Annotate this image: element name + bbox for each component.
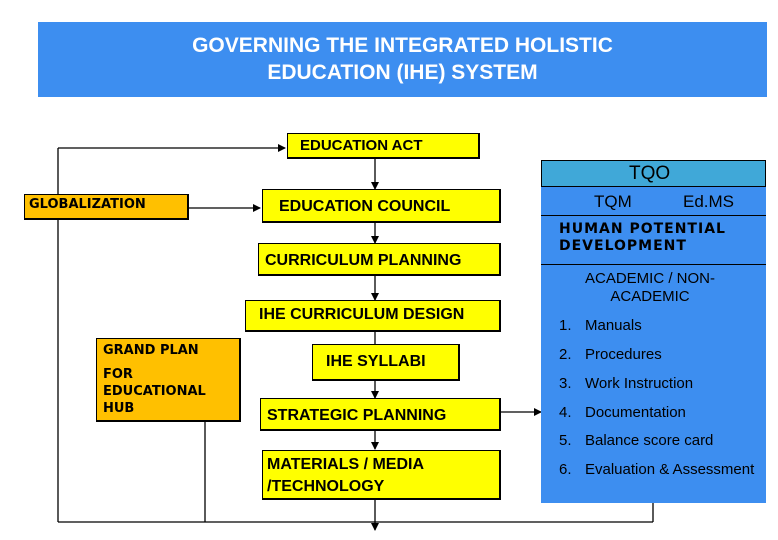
- curriculum-planning-box: [258, 243, 501, 276]
- ihe-curriculum-design-box: [245, 300, 501, 332]
- education-act-box: [287, 133, 480, 159]
- title-line-2: EDUCATION (IHE) SYSTEM: [267, 61, 538, 84]
- item-text: Procedures: [585, 346, 662, 363]
- tqo-header: [541, 160, 766, 187]
- item-text: Manuals: [585, 317, 642, 334]
- strategic-planning-box: [260, 398, 501, 431]
- item-number: 6.: [559, 461, 572, 478]
- grand-plan-line-2: FOR EDUCATIONAL HUB: [103, 367, 206, 416]
- curriculum-planning-label: CURRICULUM PLANNING: [265, 252, 462, 269]
- item-text: Balance score card: [585, 432, 714, 449]
- title-banner: [38, 22, 767, 97]
- education-act-label: EDUCATION ACT: [300, 137, 423, 154]
- strategic-planning-label: STRATEGIC PLANNING: [267, 407, 447, 424]
- materials-line-2: /TECHNOLOGY: [267, 478, 385, 495]
- title-line-1: GOVERNING THE INTEGRATED HOLISTIC: [192, 34, 613, 57]
- ihe-syllabi-box: [312, 344, 460, 381]
- globalization-box: [24, 194, 189, 220]
- globalization-label: GLOBALIZATION: [29, 197, 146, 212]
- item-text: Work Instruction: [585, 375, 694, 392]
- education-council-label: EDUCATION COUNCIL: [279, 198, 451, 215]
- ihe-syllabi-label: IHE SYLLABI: [326, 353, 426, 370]
- tqm-separator: [541, 215, 766, 216]
- materials-media-box: [262, 450, 501, 500]
- human-potential-label: HUMAN POTENTIAL DEVELOPMENT: [559, 221, 726, 254]
- edms-label: Ed.MS: [683, 192, 735, 211]
- item-number: 4.: [559, 404, 572, 421]
- ihe-curriculum-design-label: IHE CURRICULUM DESIGN: [259, 306, 465, 323]
- materials-line-1: MATERIALS / MEDIA: [267, 456, 425, 473]
- education-council-box: [262, 189, 501, 223]
- item-number: 2.: [559, 346, 572, 363]
- tqm-label: TQM: [594, 192, 632, 211]
- grand-plan-line-1: GRAND PLAN: [103, 343, 199, 358]
- academic-label: ACADEMIC / NON-ACADEMIC: [584, 270, 715, 305]
- item-number: 1.: [559, 317, 572, 334]
- tqo-title: TQO: [629, 163, 671, 184]
- item-text: Evaluation & Assessment: [585, 461, 755, 478]
- item-text: Documentation: [585, 404, 686, 421]
- item-number: 5.: [559, 432, 572, 449]
- item-number: 3.: [559, 375, 572, 392]
- grand-plan-box: [96, 338, 241, 422]
- hp-separator: [541, 264, 766, 265]
